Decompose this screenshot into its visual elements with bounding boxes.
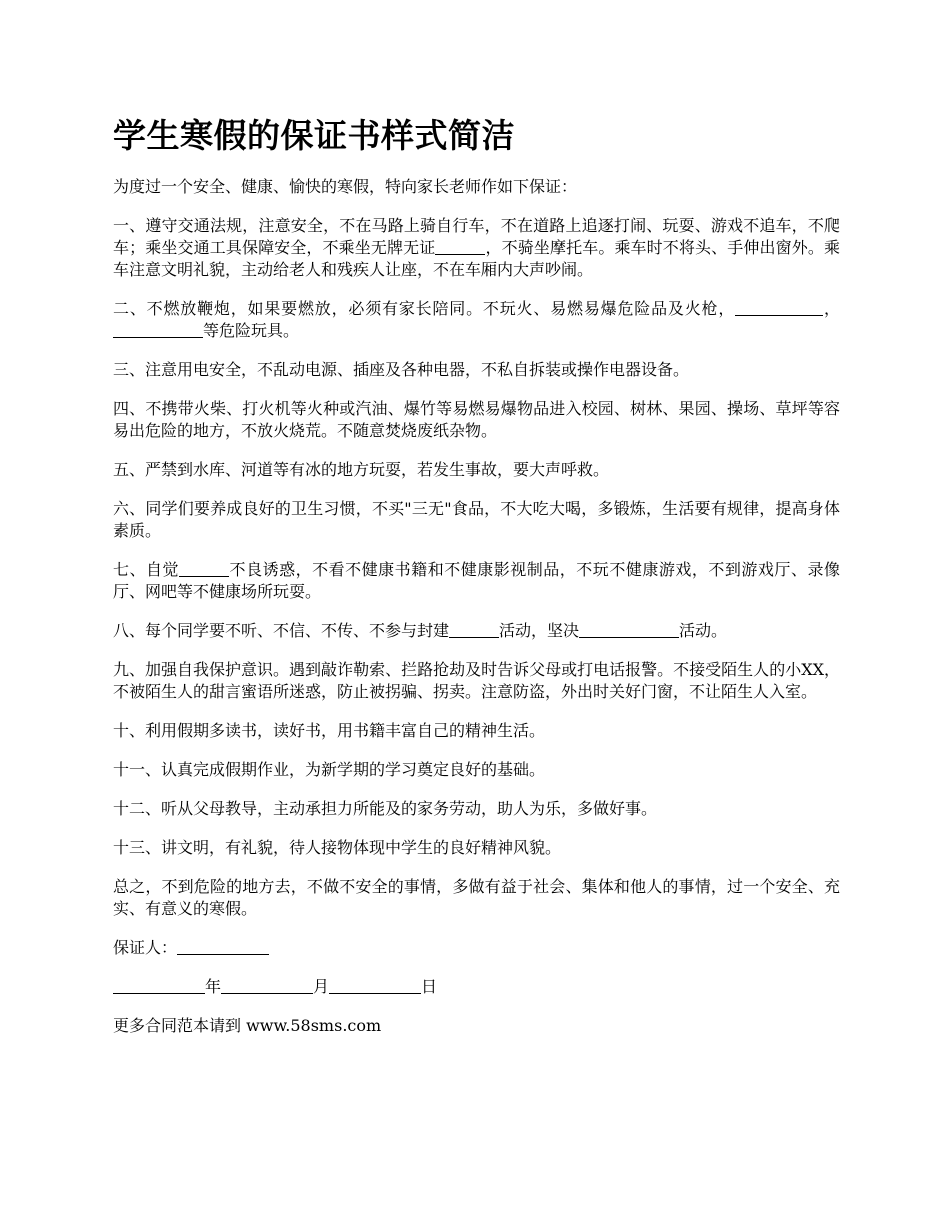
item-12-paragraph: 十二、听从父母教导，主动承担力所能及的家务劳动，助人为乐，多做好事。 [113, 799, 658, 818]
item-7-text-a: 七、自觉 [113, 560, 180, 579]
guarantor-line [113, 937, 840, 959]
month-label: 月 [313, 977, 330, 996]
document-page [113, 112, 840, 1054]
item-10-paragraph: 十、利用假期多读书，读好书，用书籍丰富自己的精神生活。 [113, 721, 546, 740]
blank-line [735, 299, 765, 316]
year-blank [113, 977, 205, 994]
item-2-text-a: 二、不燃放鞭炮，如果要燃放，必须有家长陪同。不玩火、易燃易爆危险品及火枪， [113, 299, 736, 318]
item-4-paragraph: 四、不携带火柴、打火机等火种或汽油、爆竹等易燃易爆物品进入校园、树林、果园、操场、草坪等容易出危险的地方，不放火烧荒。不随意焚烧废纸杂物。 [113, 399, 840, 440]
item-2-text-c: 等危险玩具。 [203, 321, 300, 340]
item-9-paragraph: 九、加强自我保护意识。遇到敲诈勒索、拦路抢劫及时告诉父母或打电话报警。不接受陌生人的小XX，不被陌生人的甜言蜜语所迷惑，防止被拐骗、拐卖。注意防盗，外出时关好门窗，不让陌生人入室。 [113, 660, 840, 701]
item-6-paragraph: 六、同学们要养成良好的卫生习惯，不买"三无"食品，不大吃大喝，多锻炼，生活要有规律，提高身体素质。 [113, 499, 840, 540]
blank-line [765, 299, 823, 316]
footer-text: 更多合同范本请到 www.58sms.com [113, 1016, 382, 1035]
blank-line [113, 321, 203, 338]
guarantor-label: 保证人： [113, 938, 178, 957]
item-8-text-b: 活动，坚决 [499, 621, 580, 640]
date-line [113, 976, 840, 998]
item-7-text-b: 不良诱惑，不看不健康书籍和不健康影视制品，不玩不健康游戏，不到游戏厅、录像厅、网吧等不健康场所玩耍。 [113, 560, 840, 601]
item-8-paragraph [113, 620, 840, 642]
item-7-paragraph [113, 559, 840, 603]
intro-paragraph: 为度过一个安全、健康、愉快的寒假，特向家长老师作如下保证： [113, 177, 578, 196]
item-1-text-a: 一、遵守交通法规，注意安全，不在马路上骑自行车，不在道路上追逐打闹、玩耍、游戏不追车，不爬车；乘坐交通工具保障安全，不乘坐无牌无证 [113, 216, 840, 257]
item-8-text-c: 活动。 [679, 621, 728, 640]
item-3-paragraph: 三、注意用电安全，不乱动电源、插座及各种电器，不私自拆装或操作电器设备。 [113, 360, 690, 379]
guarantor-signature-blank [177, 938, 269, 955]
item-13-paragraph: 十三、讲文明，有礼貌，待人接物体现中学生的良好精神风貌。 [113, 838, 562, 857]
page-title: 学生寒假的保证书样式简洁 [113, 116, 515, 155]
blank-line [579, 621, 679, 638]
item-8-text-a: 八、每个同学要不听、不信、不传、不参与封建 [113, 621, 450, 640]
item-2-text-b: ， [823, 299, 840, 318]
day-label: 日 [421, 977, 438, 996]
blank-line [435, 238, 485, 255]
item-1-paragraph [113, 215, 840, 281]
item-5-paragraph: 五、严禁到水库、河道等有冰的地方玩耍，若发生事故，要大声呼救。 [113, 460, 610, 479]
blank-line [179, 560, 229, 577]
year-label: 年 [205, 977, 222, 996]
item-1-text-b: ，不骑坐摩托车。乘车时不将头、手伸出窗外。乘车注意文明礼貌，主动给老人和残疾人让座，不在车厢内大声吵闹。 [113, 238, 840, 279]
blank-line [449, 621, 499, 638]
conclusion-paragraph: 总之，不到危险的地方去，不做不安全的事情，多做有益于社会、集体和他人的事情，过一个安全、充实、有意义的寒假。 [113, 877, 840, 918]
day-blank [329, 977, 421, 994]
item-11-paragraph: 十一、认真完成假期作业，为新学期的学习奠定良好的基础。 [113, 760, 546, 779]
item-2-paragraph [113, 298, 840, 342]
month-blank [221, 977, 313, 994]
